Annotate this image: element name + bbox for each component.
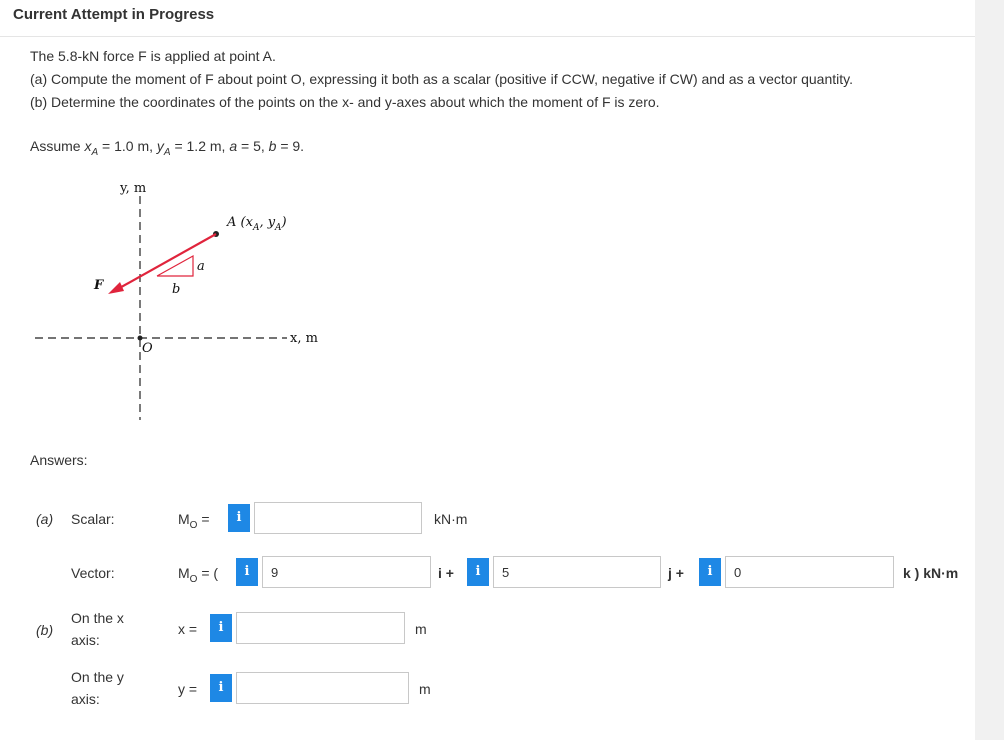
- i-unit-label: i +: [438, 565, 454, 581]
- origin-point: [138, 336, 143, 341]
- right-scroll-gutter: [975, 0, 1004, 740]
- y-coordinate-input[interactable]: [236, 672, 409, 704]
- header-bar: [0, 0, 975, 37]
- origin-label: O: [142, 341, 153, 356]
- answers-heading: Answers:: [30, 452, 88, 468]
- problem-figure: [0, 170, 380, 430]
- y-axis-row-label-2: axis:: [71, 691, 100, 707]
- info-icon[interactable]: i: [228, 504, 250, 532]
- part-a-label: (a): [36, 511, 54, 527]
- scalar-label: Scalar:: [71, 511, 115, 527]
- i-component-input[interactable]: [262, 556, 431, 588]
- force-label: F: [94, 278, 104, 293]
- page-title: Current Attempt in Progress: [13, 6, 215, 23]
- force-arrowhead: [108, 282, 124, 294]
- j-unit-label: j +: [668, 565, 684, 581]
- x-unit: m: [415, 621, 427, 637]
- part-b-label: (b): [36, 622, 54, 638]
- x-eq-label: x =: [178, 621, 198, 637]
- scalar-moment-input[interactable]: [254, 502, 422, 534]
- problem-line-2: (a) Compute the moment of F about point O, expressing it both as a scalar (positive if CCW, negative if CW) and as a vector quantity.: [30, 71, 853, 87]
- problem-line-1: The 5.8-kN force F is applied at point A.: [30, 48, 276, 64]
- x-axis-row-label-2: axis:: [71, 632, 100, 648]
- point-a-label: A ($x_A$, $y_A$): [227, 215, 287, 233]
- b-leg-label: b: [172, 282, 181, 297]
- info-icon[interactable]: i: [467, 558, 489, 586]
- x-coordinate-input[interactable]: [236, 612, 405, 644]
- scalar-unit: kN·m: [434, 511, 468, 527]
- mo-vector-label: $M_O$ = (: [178, 565, 219, 585]
- vector-label: Vector:: [71, 565, 115, 581]
- k-component-input[interactable]: [725, 556, 894, 588]
- problem-line-3: (b) Determine the coordinates of the points on the x- and y-axes about which the moment of F is zero.: [30, 94, 660, 110]
- y-eq-label: y =: [178, 681, 198, 697]
- info-icon[interactable]: i: [699, 558, 721, 586]
- x-axis-row-label-1: On the x: [71, 610, 124, 626]
- info-icon[interactable]: i: [210, 674, 232, 702]
- assumptions: Assume $x_A = 1.0$ m, $y_A = 1.2$ m, a = 5, b = 9.: [30, 138, 305, 158]
- a-leg-label: a: [197, 259, 205, 274]
- k-unit-label: k ) kN·m: [903, 565, 959, 581]
- mo-scalar-label: $M_O$ =: [178, 511, 210, 531]
- slope-triangle: [157, 256, 193, 276]
- x-axis-label: x, m: [290, 331, 318, 346]
- y-axis-row-label-1: On the y: [71, 669, 124, 685]
- info-icon[interactable]: i: [210, 614, 232, 642]
- y-axis-label: y, m: [120, 181, 147, 196]
- j-component-input[interactable]: [493, 556, 661, 588]
- info-icon[interactable]: i: [236, 558, 258, 586]
- y-unit: m: [419, 681, 431, 697]
